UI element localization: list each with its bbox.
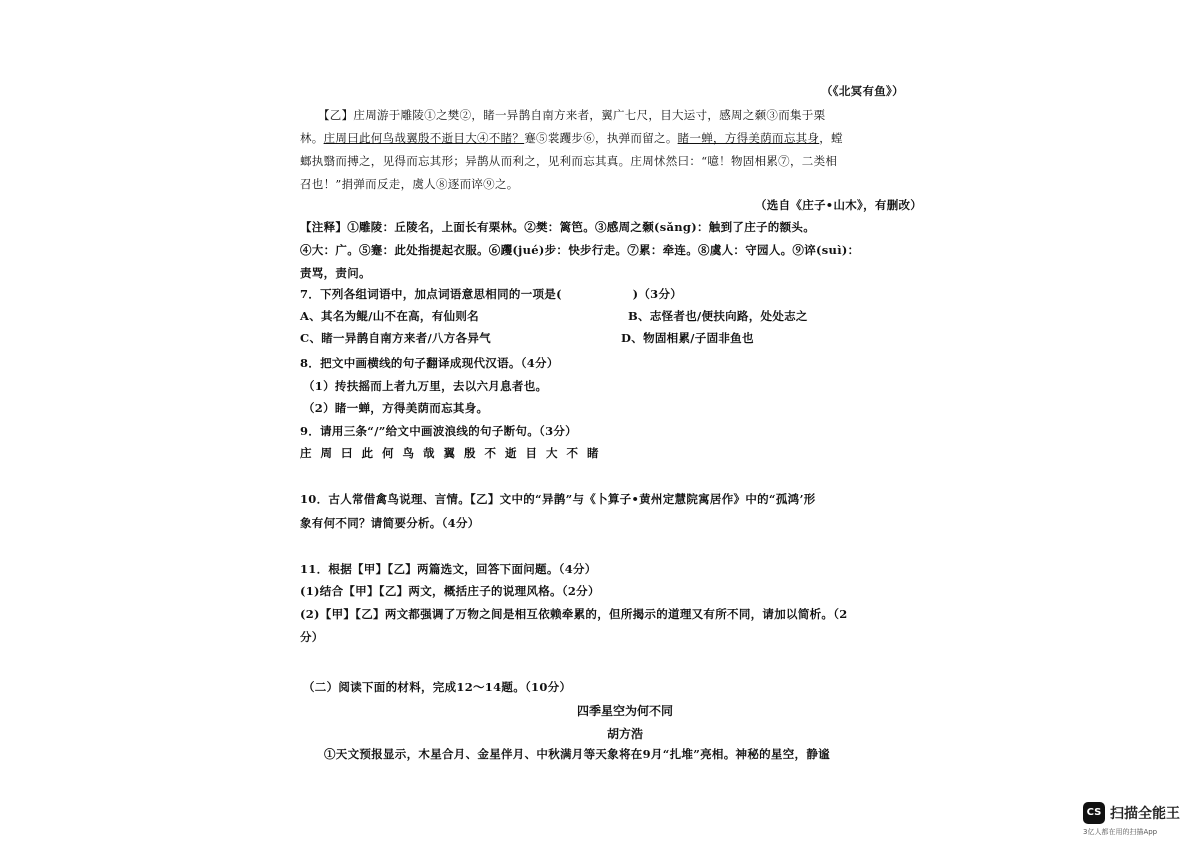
camscanner-logo-icon: CS: [1083, 802, 1105, 824]
scanner-watermark: [1083, 800, 1195, 840]
notes-line-3: 责骂，责问。: [300, 266, 371, 280]
notes-line-2: ④大：广。⑤蹇：此处指提起衣服。⑥躩(jué)步：快步行走。⑦累：牵连。⑧虞人：守园人。⑨谇(suì)：: [300, 243, 860, 257]
article-author: 胡方浩: [606, 727, 643, 741]
question-8-stem: 8．把文中画横线的句子翻译成现代汉语。（4分）: [300, 356, 559, 370]
question-8-sentence-2: （2）睹一蝉，方得美荫而忘其身。: [303, 401, 489, 415]
question-11-sub-1: (1)结合【甲】【乙】两文，概括庄子的说理风格。（2分）: [300, 584, 600, 598]
passage-b-line-4: 召也！”捐弹而反走，虞人⑧逐而谇⑨之。: [300, 177, 519, 191]
question-7-option-c: C、睹一异鹊自南方来者/八方各异气: [300, 331, 491, 345]
passage-b-line-1: 【乙】庄周游于雕陵①之樊②，睹一异鹊自南方来者，翼广七尺，目大运寸，感周之颡③而集于栗: [318, 108, 826, 122]
question-7-stem: 7．下列各组词语中，加点词语意思相同的一项是( )（3分）: [300, 287, 683, 301]
question-9-sentence: 庄周曰此何鸟哉翼殷不逝目大不睹: [300, 446, 608, 460]
question-9-stem: 9．请用三条“/”给文中画波浪线的句子断句。（3分）: [300, 424, 577, 438]
question-7-option-a: A、其名为鲲/山不在高，有仙则名: [300, 309, 479, 323]
passage-b-line-2: 林。庄周曰此何鸟哉翼殷不逝目大④不睹？蹇⑤裳躩步⑥，执弹而留之。睹一蝉，方得美荫而忘其身，螳: [300, 131, 843, 145]
underlined-sentence-a: 庄周曰此何鸟哉翼殷不逝目大④不睹？: [323, 131, 525, 145]
question-11-stem: 11．根据【甲】【乙】两篇选文，回答下面问题。（4分）: [300, 562, 597, 576]
question-7-option-b: B、志怪者也/便扶向路，处处志之: [628, 309, 808, 323]
question-10-line-1: 10．古人常借禽鸟说理、言情。【乙】文中的“异鹊”与《卜算子•黄州定慧院寓居作》中的“孤鸿’形: [300, 492, 816, 506]
article-paragraph-1: ①天文预报显示，木星合月、金星伴月、中秋满月等天象将在9月“扎堆”亮相。神秘的星空，静谧: [324, 747, 830, 761]
passage-b-source: （选自《庄子•山木》，有删改）: [755, 198, 923, 212]
question-11-sub-2-cont: 分）: [300, 630, 324, 644]
watermark-app-name: 扫描全能王: [1110, 806, 1180, 822]
question-7-option-d: D、物固相累/子固非鱼也: [621, 331, 754, 345]
watermark-tagline: 3亿人都在用的扫描App: [1083, 828, 1158, 836]
question-8-sentence-1: （1）抟扶摇而上者九万里，去以六月息者也。: [303, 379, 548, 393]
question-11-sub-2: (2)【甲】【乙】两文都强调了万物之间是相互依赖牵累的，但所揭示的道理又有所不同，请加以简析。（2: [300, 607, 848, 621]
passage-b-line-3: 螂执翳而搏之，见得而忘其形；异鹊从而利之，见利而忘其真。庄周怵然曰：“噫！物固相累⑦，二类相: [300, 154, 838, 168]
article-title: 四季星空为何不同: [576, 704, 673, 718]
question-10-line-2: 象有何不同？请简要分析。（4分）: [300, 516, 480, 530]
underlined-sentence-b: 睹一蝉，方得美荫而忘其身: [677, 131, 820, 145]
notes-line-1: 【注释】①雕陵：丘陵名，上面长有栗林。②樊：篱笆。③感周之颡(sǎng)：触到了庄子的额头。: [300, 220, 816, 234]
source-citation-top: （《北冥有鱼》）: [821, 84, 904, 98]
section-2-heading: （二）阅读下面的材料，完成12～14题。（10分）: [303, 680, 572, 694]
